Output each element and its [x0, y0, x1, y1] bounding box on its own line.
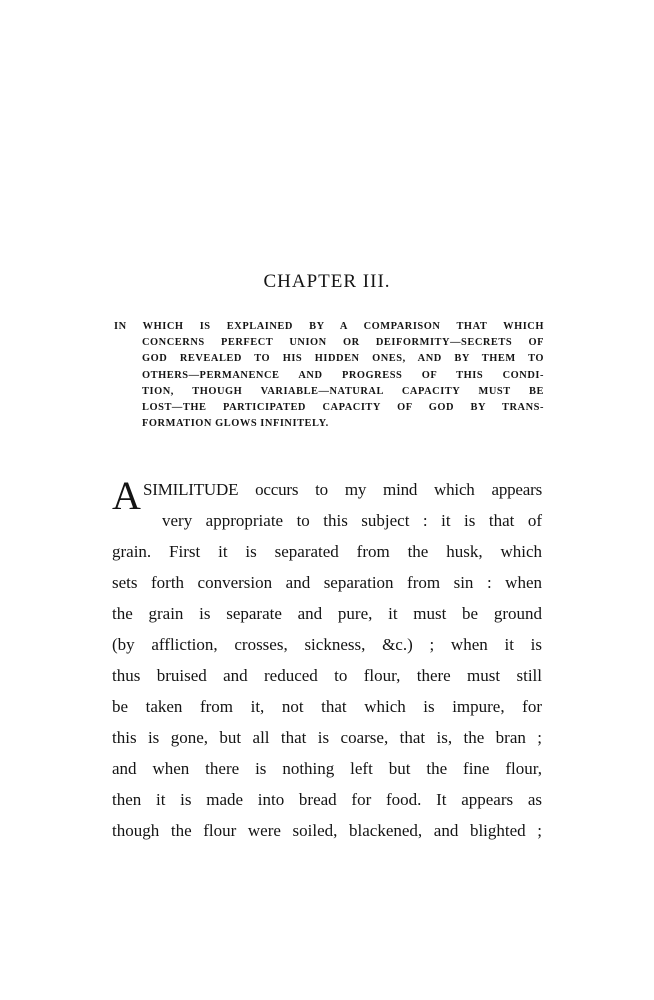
body-line: grain. First it is separated from the husk, which [112, 542, 542, 561]
body-line: SIMILITUDE occurs to my mind which appears [143, 480, 542, 499]
body-line: thus bruised and reduced to flour, there must still [112, 666, 542, 685]
body-line: then it is made into bread for food. It appears as [112, 790, 542, 809]
body-line: (by affliction, crosses, sickness, &c.) ; when it is [112, 635, 542, 654]
summary-line: OTHERS—PERMANENCE AND PROGRESS OF THIS CONDI- [142, 369, 544, 381]
body-line: be taken from it, not that which is impure, for [112, 697, 542, 716]
summary-line: IN WHICH IS EXPLAINED BY A COMPARISON THAT WHICH [114, 321, 544, 332]
drop-cap: A [112, 473, 141, 518]
body-line: and when there is nothing left but the fine flour, [112, 759, 542, 778]
summary-line: TION, THOUGH VARIABLE—NATURAL CAPACITY MUST BE [142, 385, 544, 397]
body-line: sets forth conversion and separation from sin : when [112, 573, 542, 592]
summary-line: FORMATION GLOWS INFINITELY. [142, 418, 329, 430]
body-line: though the flour were soiled, blackened, and blighted ; [112, 821, 542, 840]
chapter-summary [114, 319, 544, 432]
body-line: this is gone, but all that is coarse, that is, the bran ; [112, 728, 542, 747]
summary-line: CONCERNS PERFECT UNION OR DEIFORMITY—SECRETS OF [142, 337, 544, 349]
summary-line: LOST—THE PARTICIPATED CAPACITY OF GOD BY TRANS- [142, 402, 544, 414]
chapter-title: CHAPTER III. [263, 271, 391, 292]
body-line: the grain is separate and pure, it must be ground [112, 604, 542, 623]
body-line: very appropriate to this subject : it is that of [162, 511, 542, 530]
summary-line: GOD REVEALED TO HIS HIDDEN ONES, AND BY THEM TO [142, 353, 544, 365]
body-text [112, 474, 542, 846]
